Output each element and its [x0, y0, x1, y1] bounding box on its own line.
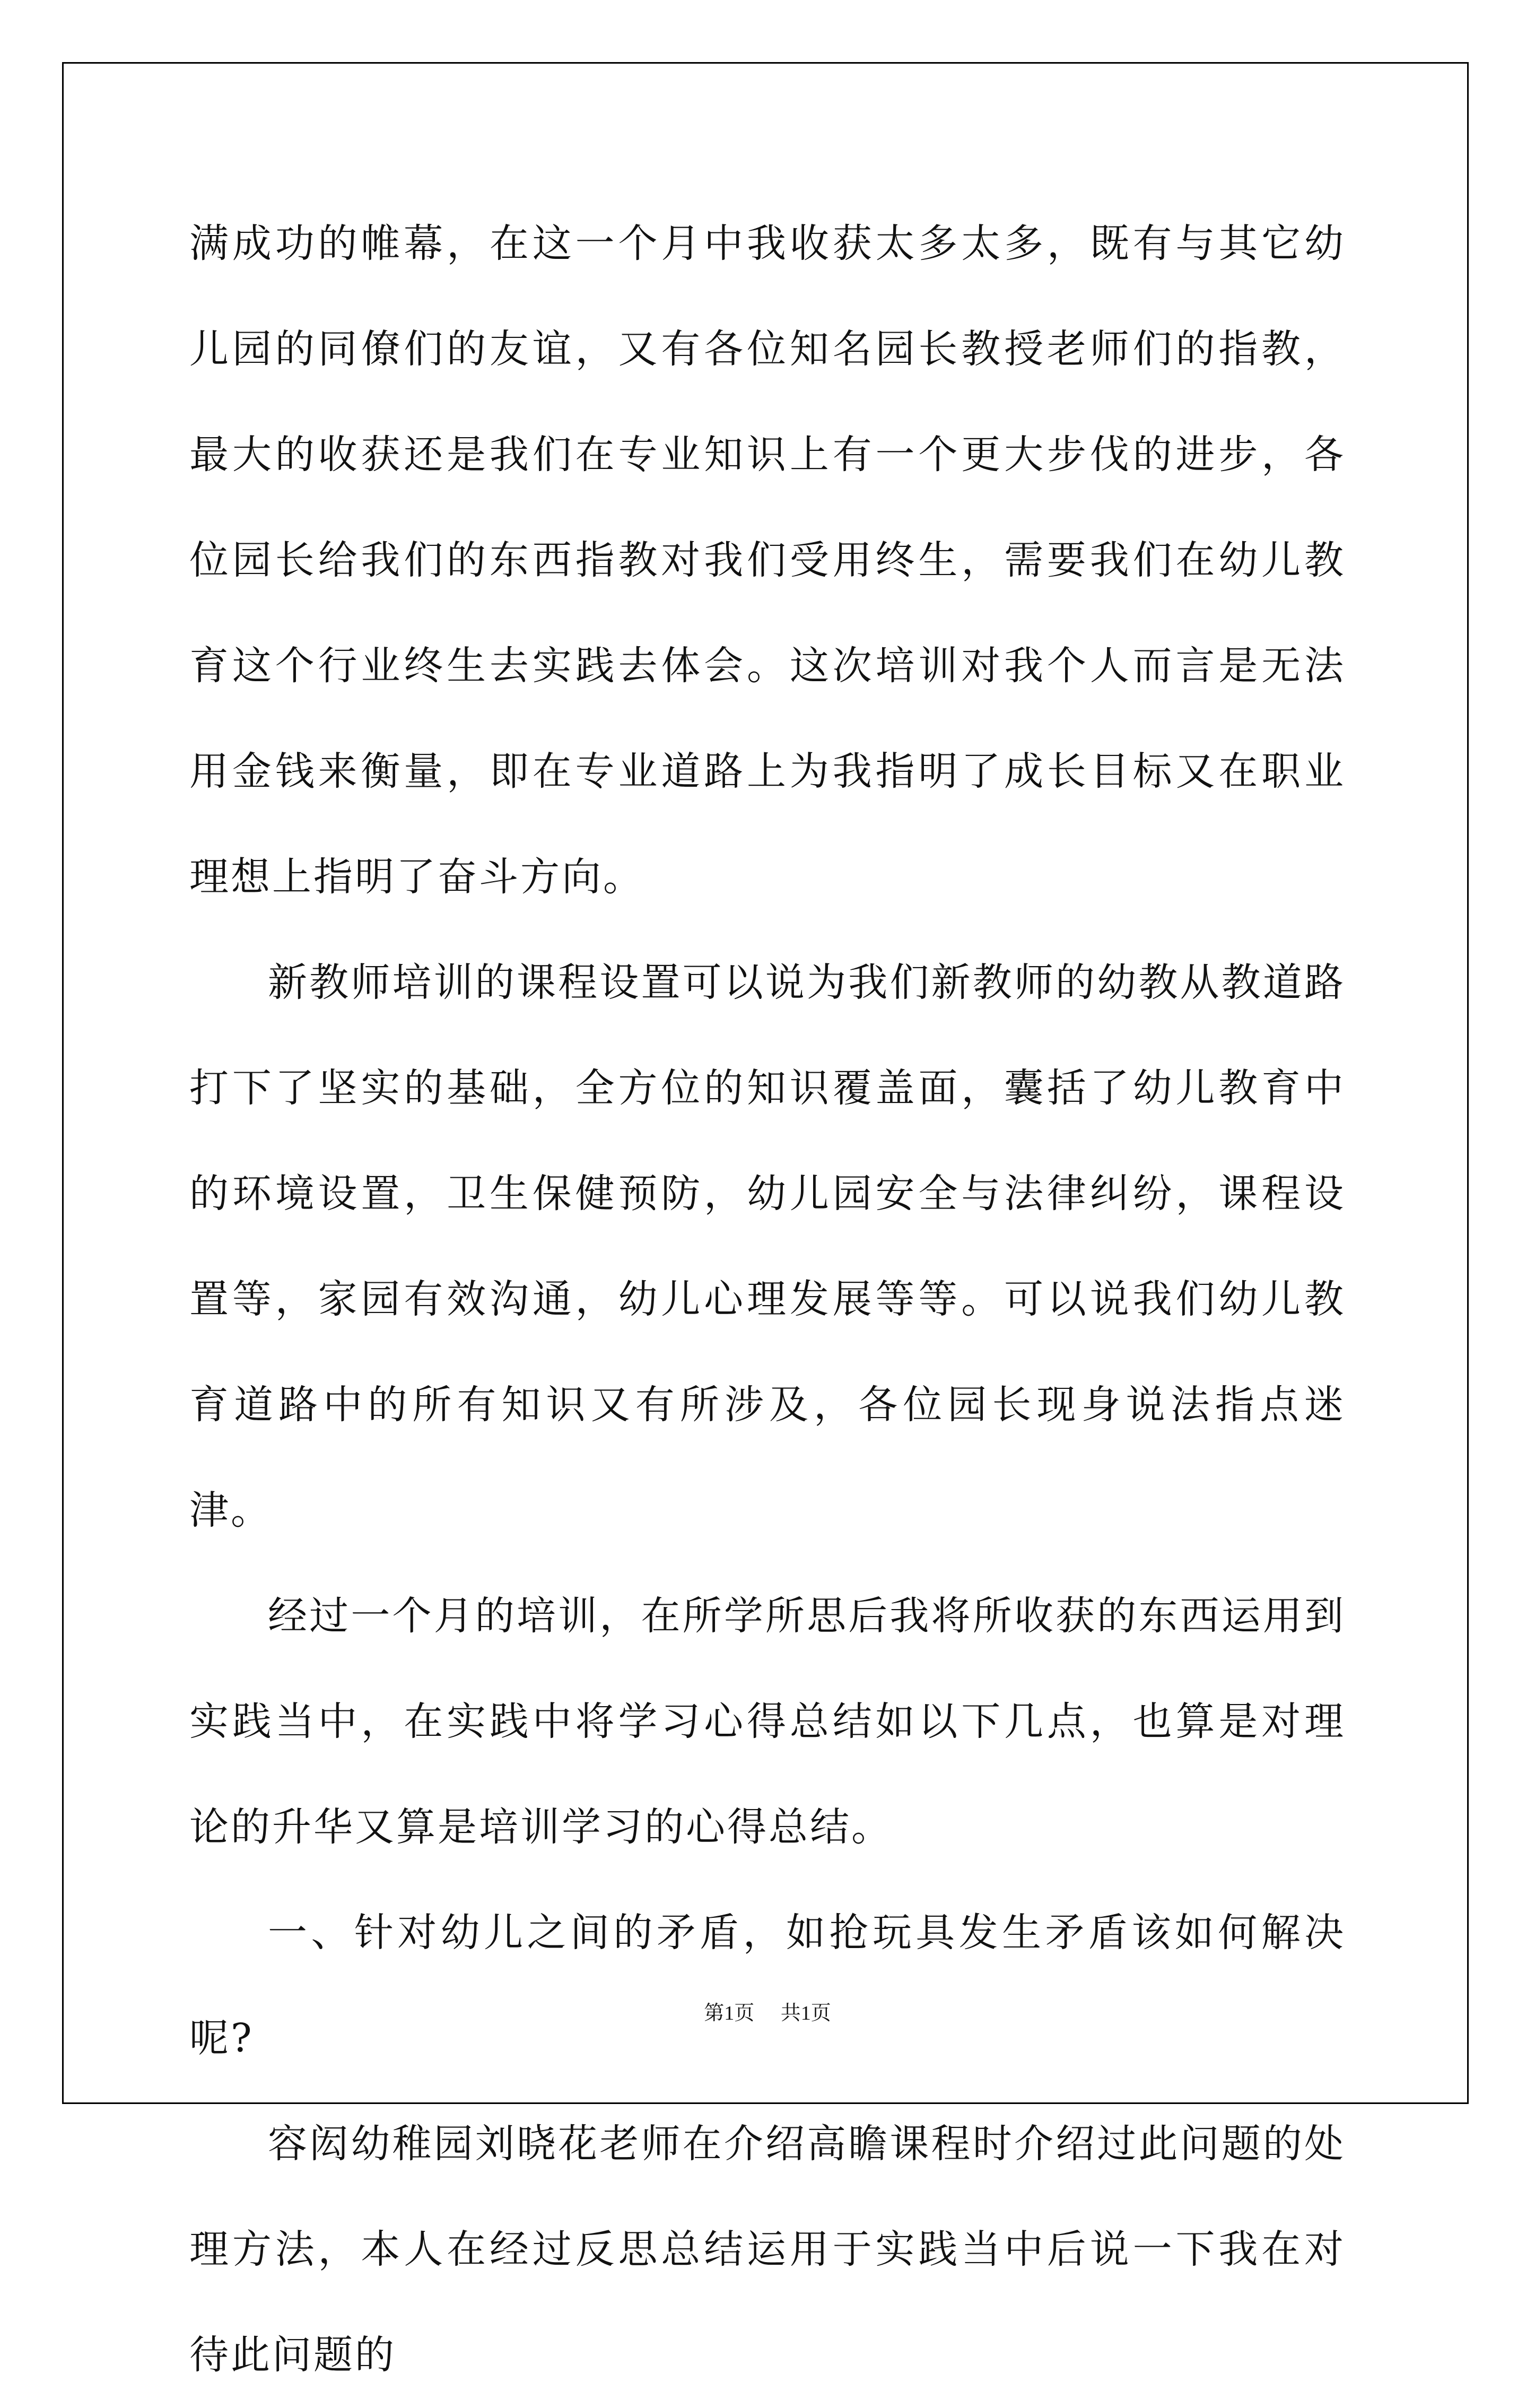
paragraph-2: 新教师培训的课程设置可以说为我们新教师的幼教从教道路打下了坚实的基础，全方位的知识覆盖面，囊括了幼儿教育中的环境设置，卫生保健预防，幼儿园安全与法律纠纷，课程设置等，家园有效沟通，幼儿心理发展等等。可以说我们幼儿教育道路中的所有知识又有所涉及，各位园长现身说法指点迷津。 [189, 960, 1346, 1533]
paragraph-3: 经过一个月的培训，在所学所思后我将所收获的东西运用到实践当中，在实践中将学习心得总结如以下几点，也算是对理论的升华又算是培训学习的心得总结。 [189, 1593, 1346, 1850]
page-number: 第1页 [704, 2002, 755, 2024]
document-body [189, 191, 1346, 2408]
paragraph-5: 容闳幼稚园刘晓花老师在介绍高瞻课程时介绍过此问题的处理方法，本人在经过反思总结运用于实践当中后说一下我在对待此问题的 [189, 2121, 1346, 2378]
page-total: 共1页 [780, 2002, 831, 2024]
paragraph-4: 一、针对幼儿之间的矛盾，如抢玩具发生矛盾该如何解决呢? [189, 1910, 1346, 2061]
page-footer [0, 2000, 1535, 2027]
paragraph-1: 满成功的帷幕，在这一个月中我收获太多太多，既有与其它幼儿园的同僚们的友谊，又有各位知名园长教授老师们的指教，最大的收获还是我们在专业知识上有一个更大步伐的进步，各位园长给我们的东西指教对我们受用终生，需要我们在幼儿教育这个行业终生去实践去体会。这次培训对我个人而言是无法用金钱来衡量，即在专业道路上为我指明了成长目标又在职业理想上指明了奋斗方向。 [189, 221, 1346, 900]
